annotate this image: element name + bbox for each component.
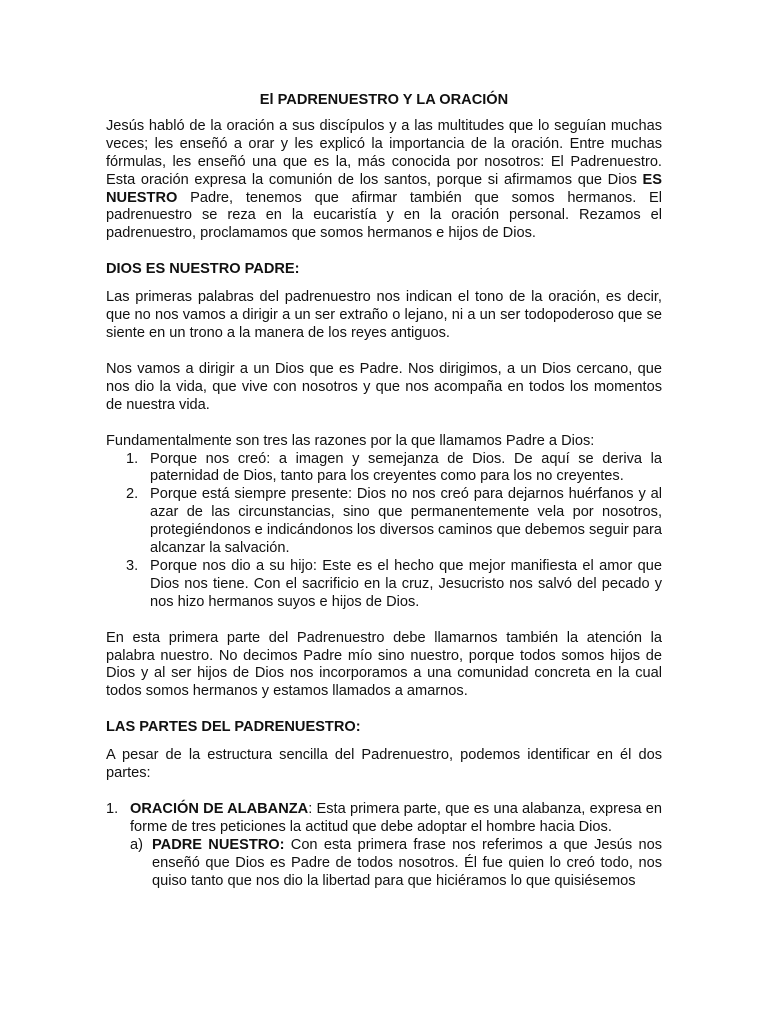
part-1-text: : Esta primera parte, que es una alabanza, expresa en forme de tres peticiones la actitud que debe adoptar el hombre hacia Dios. [130,801,662,835]
section2-paragraph-1: A pesar de la estructura sencilla del Padrenuestro, podemos identificar en él dos partes: [106,747,662,782]
list-item-number: 1. [126,450,139,467]
document-title: El PADRENUESTRO Y LA ORACIÓN [259,92,509,108]
section1-paragraph-3: En esta primera parte del Padrenuestro debe llamarnos también la atención la palabra nuestro. No decimos Padre mío sino nuestro, porque todos somos hijos de Dios y al ser hijos de Dios nos incorporamos a una comunidad concreta en la cual todos somos hermanos y estamos llamados a amarnos. [106,629,662,700]
part-1-number: 1. [106,801,119,817]
list-item [106,486,662,558]
intro-text-start: Jesús habló de la oración a sus discípulos y a las multitudes que lo seguían muchas veces; les enseñó a orar y les explicó la importancia de la oración. Entre muchas fórmulas, les enseñó una que es la, más conocida por nosotros: El Padrenuestro. Esta oración expresa la comunión de los santos, porque si afirmamos que Dios [106,117,662,188]
list-item-number: 2. [126,486,139,503]
list-item-number: 3. [126,557,139,574]
part-1-item [106,801,662,837]
list-item [106,558,662,612]
section1-paragraph-2: Nos vamos a dirigir a un Dios que es Padre. Nos dirigimos, a un Dios cercano, que nos dio la vida, que vive con nosotros y que nos acompaña en todos los momentos de nuestra vida. [106,360,662,413]
sub-item-a-title: PADRE NUESTRO: [152,836,285,853]
list-item [106,451,662,487]
list-item-text: Porque nos creó: a imagen y semejanza de Dios. De aquí se deriva la paternidad de Dios, tanto para los creyentes como para los no creyentes. [150,450,662,485]
section1-paragraph-1: Las primeras palabras del padrenuestro nos indican el tono de la oración, es decir, que no nos vamos a dirigir a un ser extraño o lejano, ni a un ser todopoderoso que se siente en un trono a la manera de los reyes antiguos. [106,289,662,341]
sub-item-a-marker: a) [130,836,143,853]
sub-item-a-text: Con esta primera frase nos referimos a que Jesús nos enseñó que Dios es Padre de todos nosotros. Él fue quien lo creó todo, nos quiso tanto que nos dio la libertad para que hiciéramos lo que quisiésemos [152,836,662,889]
intro-text-end: Padre, tenemos que afirmar también que somos hermanos. El padrenuestro se reza en la eucaristía y en la oración personal. Rezamos el padrenuestro, proclamamos que somos hermanos e hijos de Dios. [106,189,662,242]
part-1-title: ORACIÓN DE ALABANZA [130,801,309,817]
list-item-text: Porque nos dio a su hijo: Este es el hecho que mejor manifiesta el amor que Dios nos tiene. Con el sacrificio en la cruz, Jesucristo nos salvó del pecado y nos hizo hermanos suyos e hijos de Dios. [150,557,662,610]
section-heading-dios-padre: DIOS ES NUESTRO PADRE: [106,261,300,278]
intro-paragraph [106,118,662,243]
sub-item-a [106,837,662,891]
intro-bold-phrase: ES NUESTRO [106,171,662,206]
reasons-list [106,451,662,612]
reasons-intro: Fundamentalmente son tres las razones por la que llamamos Padre a Dios: [106,432,595,449]
list-item-text: Porque está siempre presente: Dios no nos creó para dejarnos huérfanos y al azar de las circunstancias, sino que permanentemente vela por nosotros, protegiéndonos e indicándonos los diversos caminos que debemos seguir para alcanzar la salvación. [150,486,662,557]
section-heading-partes: LAS PARTES DEL PADRENUESTRO: [106,719,361,736]
document-page [106,92,662,891]
